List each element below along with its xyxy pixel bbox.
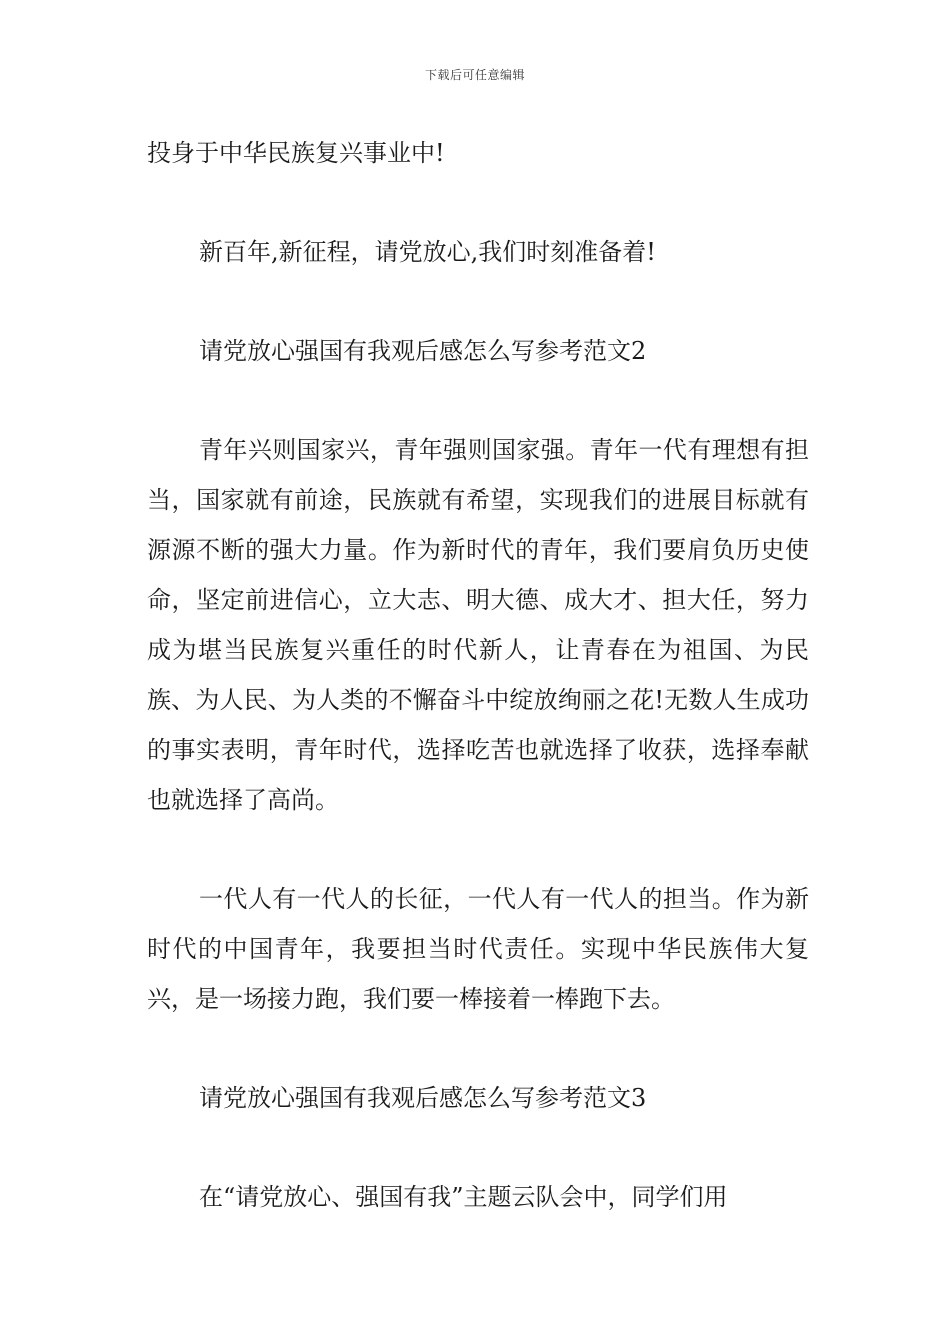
section-heading-3: 请党放心强国有我观后感怎么写参考范文3 — [199, 1084, 647, 1112]
section-heading-2: 请党放心强国有我观后感怎么写参考范文2 — [199, 337, 647, 365]
document-body — [147, 128, 809, 1222]
paragraph-closing: 新百年,新征程，请党放心,我们时刻准备着! — [199, 238, 656, 266]
header-note: 下载后可任意编辑 — [424, 68, 525, 82]
paragraph-continuation: 投身于中华民族复兴事业中! — [147, 139, 445, 167]
paragraph-body: 青年兴则国家兴，青年强则国家强。青年一代有理想有担当，国家就有前途，民族就有希望，实现我们的进展目标就有源源不断的强大力量。作为新时代的青年，我们要肩负历史使命，坚定前进信心，立大志、明大德、成大才、担大任，努力成为堪当民族复兴重任的时代新人，让青春在为祖国、为民族、为人民、为人类的不懈奋斗中绽放绚丽之花!无数人生成功的事实表明，青年时代，选择吃苦也就选择了收获，选择奉献也就选择了高尚。 — [147, 436, 809, 814]
paragraph-body: 一代人有一代人的长征，一代人有一代人的担当。作为新时代的中国青年，我要担当时代责任。实现中华民族伟大复兴，是一场接力跑，我们要一棒接着一棒跑下去。 — [147, 885, 809, 1013]
paragraph-body: 在“请党放心、强国有我”主题云队会中，同学们用 — [199, 1183, 728, 1211]
